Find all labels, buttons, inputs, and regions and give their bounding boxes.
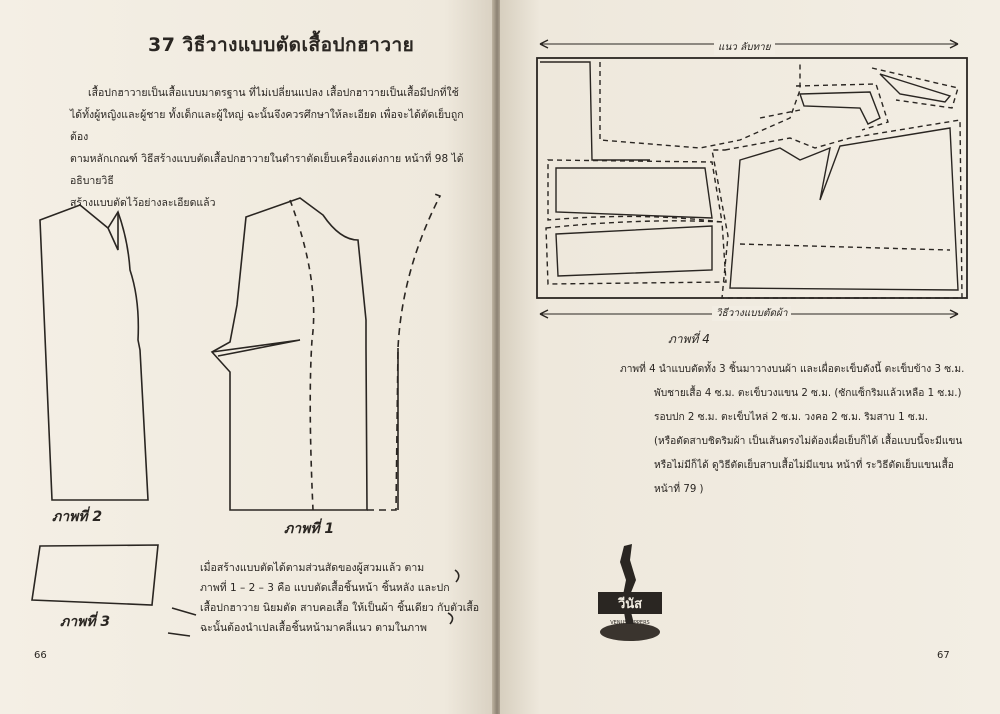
page-number-left: 66 [34,650,47,661]
figure-3-label: ภาพที่ 3 [60,614,111,630]
caption-line: (หรือตัดสาบชิดริมผ้า เป็นเส้นตรงไม่ต้องเผื่อเย็บก็ได้ เสื้อแบบนี้จะมีแขน [654,436,963,447]
caption-line: หรือไม่มีก็ได้ ดูวิธีตัดเย็บสาบเสื้อไม่มีแขน หน้าที่ ระวิธีตัดเย็บแขนเสื้อ [654,460,954,471]
intro-line: สร้างแบบตัดไว้อย่างละเอียดแล้ว [70,197,216,209]
top-edge-label: แนว ลับทาย [714,40,775,55]
intro-line: ตามหลักเกณฑ์ วิธีสร้างแบบตัดเสื้อปกฮาวายในตำราตัดเย็บเครื่องแต่งกาย หน้าที่ 98 ได้อธิบายวิธี [70,153,464,187]
intro-line: ได้ทั้งผู้หญิงและผู้ชาย ทั้งเด็กและผู้ใหญ่ ฉะนั้นจึงควรศึกษาให้ละเอียด เพื่อจะได้ตัดเย็บถูกต้อง [70,109,464,143]
caption-line: ภาพที่ 4 นำแบบตัดทั้ง 3 ชิ้นมาวางบนผ้า และเผื่อตะเข็บดังนี้ ตะเข็บข้าง 3 ซ.ม. [620,364,965,375]
instruction-line: เสื้อปกฮาวาย นิยมตัด สาบคอเสื้อ ให้เป็นผ้า ชิ้นเดียว กับตัวเสื้อ [200,602,480,614]
figure-1-label: ภาพที่ 1 [284,521,335,537]
instruction-line: ภาพที่ 1 – 2 – 3 คือ แบบตัดเสื้อชิ้นหน้า ชิ้นหลัง และปก [200,582,450,594]
figure-4-label: ภาพที่ 4 [668,332,710,346]
page-number-right: 67 [937,650,950,661]
logo-text: วีนัส [617,597,643,612]
caption-line: หน้าที่ 79 ) [654,484,704,495]
instruction-line: ฉะนั้นต้องนำเปลเสื้อชิ้นหน้ามาคลี่แนว ตามในภาพ [200,622,427,634]
venus-zippers-logo [590,540,670,640]
bottom-edge-label: วิธีวางแบบตัดผ้า [712,306,791,321]
figure-4-caption [620,358,965,502]
right-page [500,0,1000,714]
instruction-line: เมื่อสร้างแบบตัดได้ตามส่วนสัดของผู้สวมแล้ว ตาม [200,562,425,574]
figure-2-label: ภาพที่ 2 [52,509,103,525]
page-title: 37 วิธีวางแบบตัดเสื้อปกฮาวาย [148,34,415,56]
logo-subtext: VENUS ZIPPERS [610,620,650,626]
caption-line: พับชายเสื้อ 4 ซ.ม. ตะเข็บวงแขน 2 ซ.ม. (ซักแซ็กริมแล้วเหลือ 1 ซ.ม.) [654,388,962,399]
caption-line: รอบปก 2 ซ.ม. ตะเข็บไหล่ 2 ซ.ม. วงคอ 2 ซ.ม. ริมสาบ 1 ซ.ม. [654,412,928,423]
intro-line: เสื้อปกฮาวายเป็นเสื้อแบบมาตรฐาน ที่ไม่เปลี่ยนแปลง เสื้อปกฮาวายเป็นเสื้อมีปกที่ใช้ [88,87,459,99]
